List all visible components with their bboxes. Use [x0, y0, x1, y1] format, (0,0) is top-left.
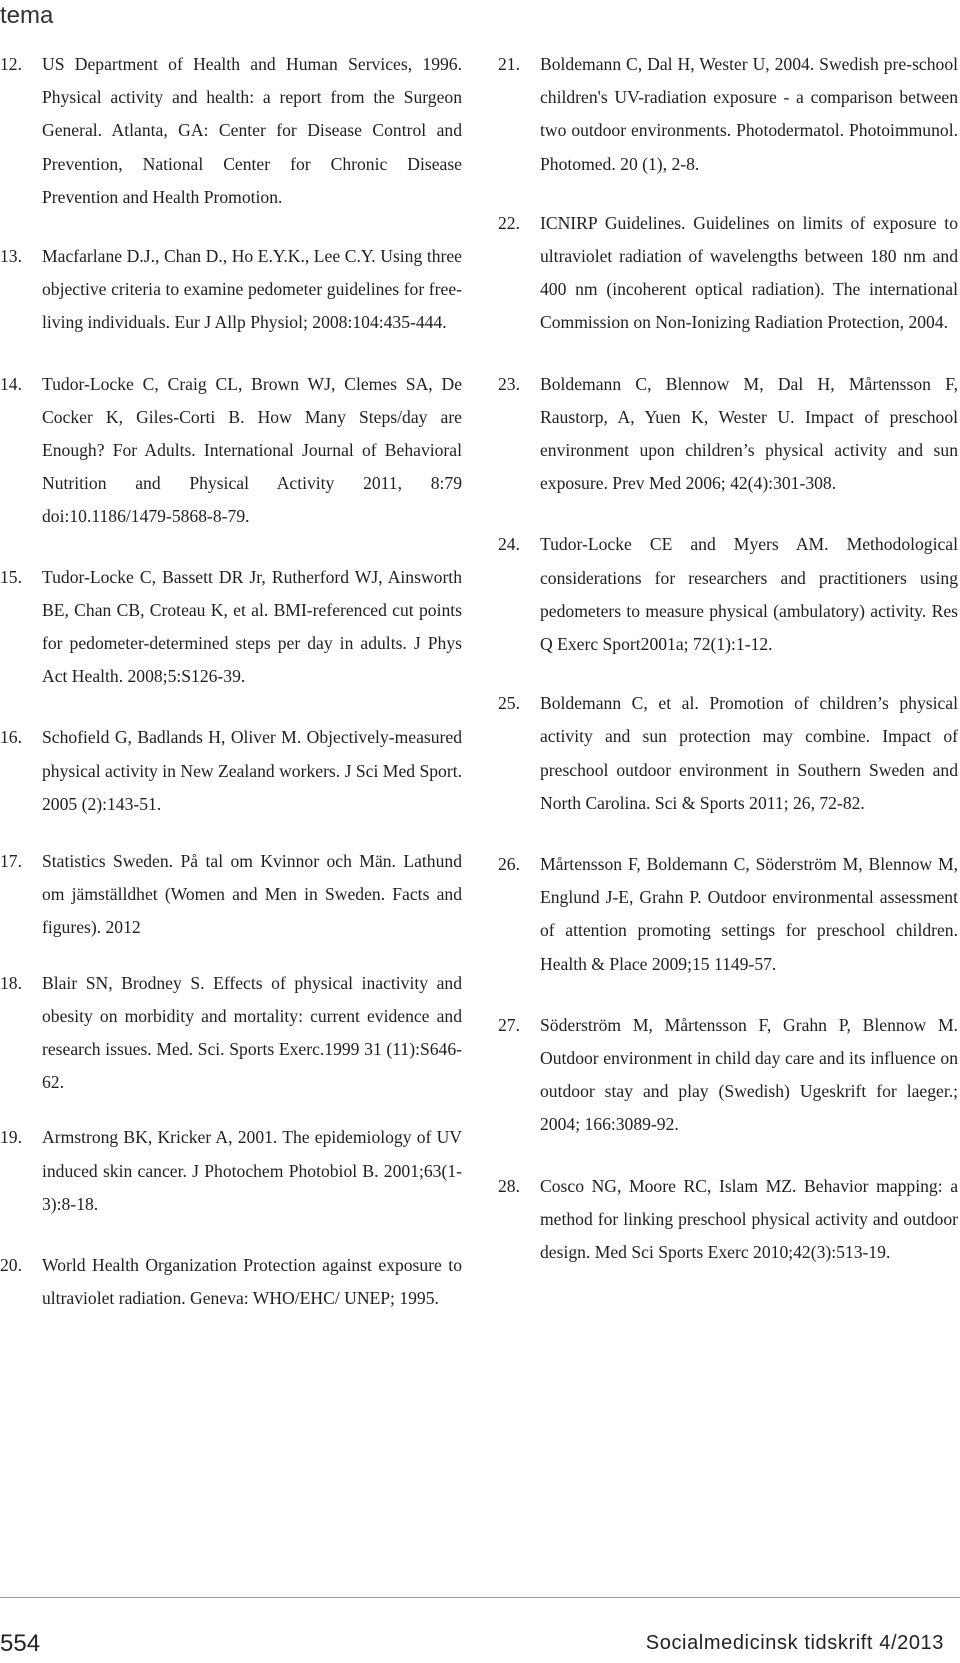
reference-text: ICNIRP Guidelines. Guidelines on limits of exposure to ultraviolet radiation of wavelengths between 180 nm and 400 nm (incoherent optical radiation). The international Commission on Non-Ionizing Radiation Protection, 2004. [540, 212, 958, 333]
reference-number: 20. [0, 1255, 22, 1276]
reference-item [0, 845, 462, 945]
reference-text: Mårtensson F, Boldemann C, Söderström M, Blennow M, Englund J-E, Grahn P. Outdoor environmental assessment of attention promoting settings for preschool children. Health & Place 2009;15 1149-57. [540, 854, 958, 974]
footer-divider [0, 1597, 960, 1598]
reference-number: 23. [498, 373, 520, 394]
reference-number: 24. [498, 534, 520, 555]
reference-number: 18. [0, 972, 22, 993]
reference-number: 21. [498, 54, 520, 74]
reference-number: 15. [0, 566, 22, 587]
reference-text: Armstrong BK, Kricker A, 2001. The epidemiology of UV induced skin cancer. J Photochem Photobiol B. 2001;63(1-3):8-18. [42, 1127, 462, 1214]
reference-item [0, 368, 462, 534]
reference-text: Schofield G, Badlands H, Oliver M. Objectively-measured physical activity in New Zealand workers. J Sci Med Sport. 2005 (2):143-51. [42, 727, 462, 814]
reference-item [0, 1249, 462, 1315]
reference-number: 27. [498, 1014, 520, 1035]
reference-number: 25. [498, 693, 520, 714]
reference-text: Boldemann C, Blennow M, Dal H, Mårtensson F, Raustorp, A, Yuen K, Wester U. Impact of preschool environment upon children’s physical activity and sun exposure. Prev Med 2006; 42(4):301-308. [540, 373, 958, 494]
reference-item [498, 1009, 958, 1142]
reference-number: 16. [0, 727, 22, 748]
section-tag: tema [0, 2, 54, 29]
reference-number: 17. [0, 851, 22, 872]
reference-item [0, 1121, 462, 1221]
reference-text: Tudor-Locke C, Bassett DR Jr, Rutherford WJ, Ainsworth BE, Chan CB, Croteau K, et al. BMI-referenced cut points for pedometer-determined steps per day in adults. J Phys Act Health. 2008;5:S126-39. [42, 566, 462, 687]
reference-text: World Health Organization Protection against exposure to ultraviolet radiation. Geneva: WHO/EHC/ UNEP; 1995. [42, 1255, 462, 1309]
right-column [498, 48, 958, 1269]
reference-number: 19. [0, 1127, 22, 1148]
reference-text: Boldemann C, Dal H, Wester U, 2004. Swedish pre-school children's UV-radiation exposure - a comparison between two outdoor environments. Photodermatol. Photoimmunol. Photomed. 20 (1), 2-8. [540, 54, 958, 174]
reference-item [0, 967, 462, 1100]
reference-item [498, 48, 958, 181]
reference-text: Macfarlane D.J., Chan D., Ho E.Y.K., Lee C.Y. Using three objective criteria to examine pedometer guidelines for free-living individuals. Eur J Allp Physiol; 2008:104:435-444. [42, 246, 462, 333]
left-column [0, 48, 462, 1316]
reference-item [498, 1170, 958, 1270]
reference-number: 28. [498, 1175, 520, 1196]
reference-item [498, 207, 958, 340]
reference-text: Statistics Sweden. På tal om Kvinnor och Män. Lathund om jämställdhet (Women and Men in Sweden. Facts and figures). 2012 [42, 851, 462, 938]
reference-item [498, 528, 958, 661]
reference-item [0, 721, 462, 821]
reference-item [0, 240, 462, 340]
reference-number: 14. [0, 373, 22, 394]
journal-name: Socialmedicinsk tidskrift 4/2013 [645, 1632, 944, 1654]
reference-text: Tudor-Locke C, Craig CL, Brown WJ, Clemes SA, De Cocker K, Giles-Corti B. How Many Steps/day are Enough? For Adults. International Journal of Behavioral Nutrition and Physical Activity 2011, 8:79 doi:10.1186/1479-5868-8-79. [42, 373, 462, 527]
reference-item [498, 848, 958, 981]
reference-text: Cosco NG, Moore RC, Islam MZ. Behavior mapping: a method for linking preschool physical activity and outdoor design. Med Sci Sports Exerc 2010;42(3):513-19. [540, 1175, 958, 1263]
page-number: 554 [0, 1630, 41, 1657]
reference-text: Söderström M, Mårtensson F, Grahn P, Blennow M. Outdoor environment in child day care and its influence on outdoor stay and play (Swedish) Ugeskrift for laeger.; 2004; 166:3089-92. [540, 1014, 958, 1135]
reference-item [0, 48, 462, 214]
reference-number: 12. [0, 54, 22, 74]
reference-text: Boldemann C, et al. Promotion of children’s physical activity and sun protection may combine. Impact of preschool outdoor environment in Southern Sweden and North Carolina. Sci & Sports 2011; 26, 72-82. [540, 693, 958, 813]
reference-number: 26. [498, 854, 520, 875]
reference-text: Tudor-Locke CE and Myers AM. Methodological considerations for researchers and practitioners using pedometers to measure physical (ambulatory) activity. Res Q Exerc Sport2001a; 72(1):1-12. [540, 534, 958, 655]
reference-number: 22. [498, 212, 520, 233]
reference-item [498, 368, 958, 501]
reference-text: US Department of Health and Human Services, 1996. Physical activity and health: a report from the Surgeon General. Atlanta, GA: Center for Disease Control and Prevention, National Center for Chronic Disease Prevention and Health Promotion. [42, 54, 462, 207]
reference-text: Blair SN, Brodney S. Effects of physical inactivity and obesity on morbidity and mortality: current evidence and research issues. Med. Sci. Sports Exerc.1999 31 (11):S646-62. [42, 972, 462, 1093]
reference-item [0, 561, 462, 694]
reference-item [498, 687, 958, 820]
reference-number: 13. [0, 246, 22, 267]
